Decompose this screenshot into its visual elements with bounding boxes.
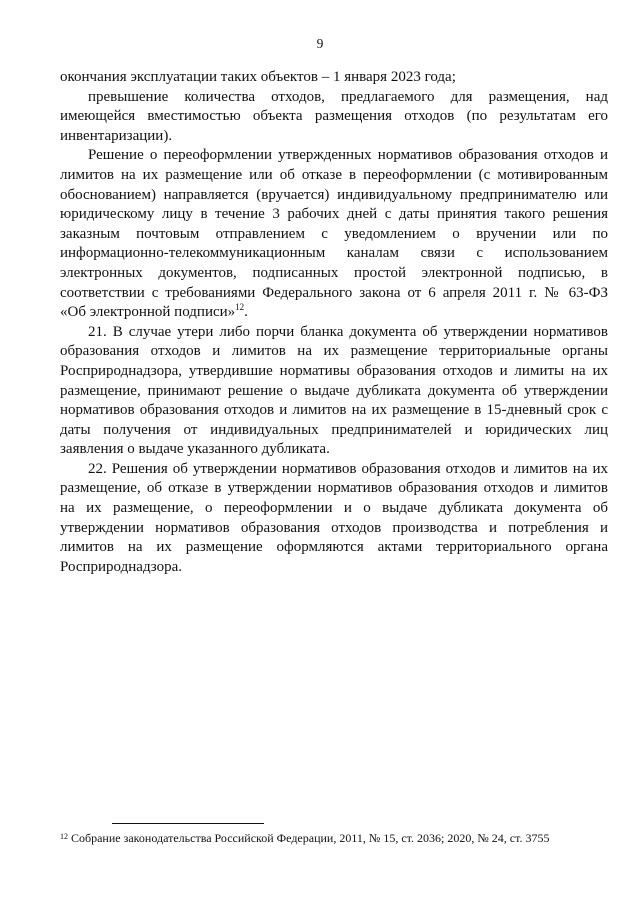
text-line: юридическому лицу в течение 3 рабочих дней с даты принятия такого решения bbox=[60, 206, 608, 223]
paragraph-item-22 bbox=[60, 460, 608, 578]
text-line: заказным почтовым отправлением с уведомлением о вручении или по bbox=[60, 225, 608, 242]
text-line: размещение, принимают решение о выдаче дубликата документа об утверждении bbox=[60, 382, 608, 399]
text-line: имеющейся вместимостью объекта размещения отходов (по результатам его bbox=[60, 108, 608, 125]
text-line: Росприроднадзора, утвердившие нормативы образования отходов и лимиты на их bbox=[60, 362, 608, 379]
text-line: Росприроднадзора. bbox=[60, 558, 182, 575]
text-line: инвентаризации). bbox=[60, 127, 173, 144]
text-line: 21. В случае утери либо порчи бланка документа об утверждении нормативов bbox=[88, 323, 608, 340]
footnote-reference: 12 bbox=[235, 302, 245, 313]
text-line: окончания эксплуатации таких объектов – 1 января 2023 года; bbox=[60, 69, 456, 85]
footnote bbox=[60, 830, 620, 846]
footnote-divider bbox=[112, 823, 264, 824]
text-line: обоснованием) направляется (вручается) индивидуальному предпринимателю или bbox=[60, 186, 608, 203]
paragraph-item-21 bbox=[60, 323, 608, 460]
text-line: размещение, об отказе в утверждении нормативов образования отходов и лимитов bbox=[60, 480, 608, 497]
text-line: даты получения от индивидуальных предпринимателей и юридических лиц bbox=[60, 421, 608, 438]
paragraph-continuation bbox=[60, 68, 608, 88]
text-line: на их размещение, о переоформлении и о выдаче дубликата документа об bbox=[60, 500, 608, 517]
text-line: лимитов на их размещение оформляются актами территориального органа bbox=[60, 539, 608, 556]
text-line: электронных документов, подписанных простой электронной подписью, в bbox=[60, 264, 608, 281]
text-line: превышение количества отходов, предлагаемого для размещения, над bbox=[88, 88, 608, 105]
text-line: нормативов образования отходов и лимитов на их размещение в 15-дневный срок с bbox=[60, 402, 608, 419]
text-line: соответствии с требованиями Федерального закона от 6 апреля 2011 г. № 63-ФЗ bbox=[60, 284, 608, 301]
text-line-with-footnote: «Об электронной подписи»$^{12}$. bbox=[60, 302, 248, 321]
body-text bbox=[60, 68, 608, 577]
paragraph-reissue-decision bbox=[60, 146, 608, 322]
text-line: «Об электронной подписи» bbox=[60, 304, 236, 321]
page-number: 9 bbox=[316, 36, 324, 51]
text-line: Решение о переоформлении утвержденных нормативов образования отходов и bbox=[88, 147, 608, 164]
text-line: образования отходов и лимитов на их размещение территориальные органы bbox=[60, 343, 608, 360]
footnote-text: Собрание законодательства Российской Федерации, 2011, № 15, ст. 2036; 2020, № 24, ст. 3755 bbox=[71, 831, 550, 845]
text-line: заявления о выдаче указанного дубликата. bbox=[60, 441, 330, 458]
paragraph-excess-waste bbox=[60, 88, 608, 147]
text-line: информационно-телекоммуникационным каналам связи с использованием bbox=[60, 245, 608, 262]
footnote-number: 12 bbox=[60, 832, 68, 841]
text-line: 22. Решения об утверждении нормативов образования отходов и лимитов на их bbox=[88, 460, 608, 477]
text-line: утверждении нормативов образования отходов производства и потребления и bbox=[60, 519, 608, 536]
text-line: лимитов на их размещение или об отказе в переоформлении (с мотивированным bbox=[60, 166, 608, 183]
